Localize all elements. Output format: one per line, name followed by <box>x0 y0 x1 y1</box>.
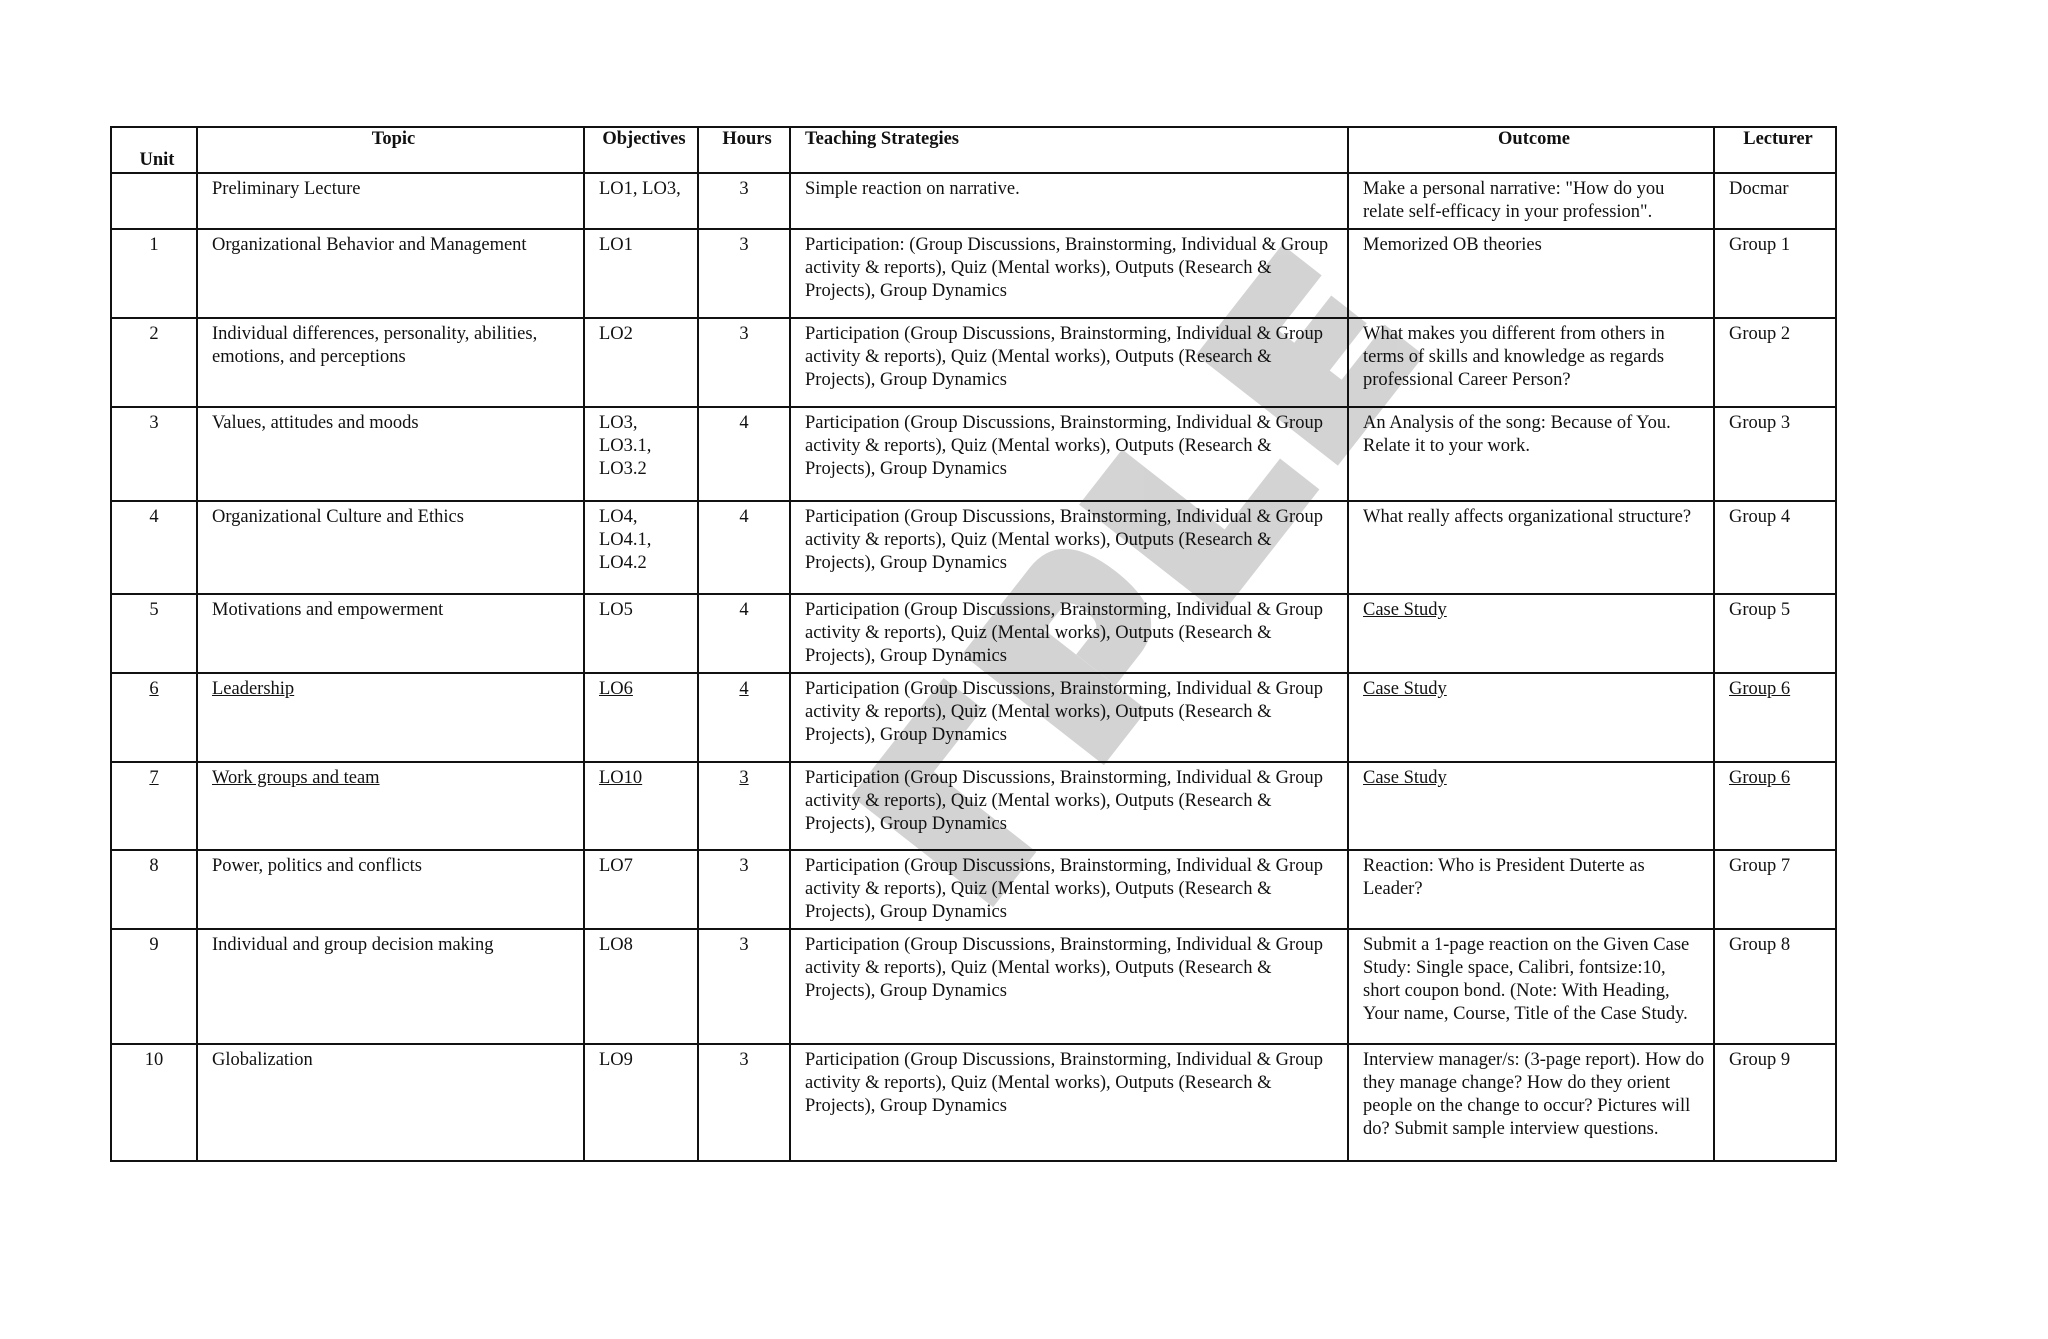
cell-objectives: LO5 <box>584 594 698 673</box>
cell-objectives: LO8 <box>584 929 698 1044</box>
cell-unit: 2 <box>111 318 197 407</box>
cell-objectives: LO1, LO3, <box>584 173 698 229</box>
cell-topic: Motivations and empowerment <box>197 594 584 673</box>
cell-hours: 3 <box>698 850 790 929</box>
header-teaching-strategies: Teaching Strategies <box>790 127 1348 173</box>
cell-lecturer: Group 6 <box>1714 673 1836 762</box>
syllabus-table <box>110 126 1837 1162</box>
cell-hours: 3 <box>698 1044 790 1161</box>
cell-unit: 7 <box>111 762 197 850</box>
cell-outcome: Submit a 1-page reaction on the Given Case Study: Single space, Calibri, fontsize:10, short coupon bond. (Note: With Heading, Your name, Course, Title of the Case Study. <box>1348 929 1714 1044</box>
table-row <box>111 850 1836 929</box>
cell-hours: 4 <box>698 673 790 762</box>
cell-lecturer: Docmar <box>1714 173 1836 229</box>
header-topic: Topic <box>197 127 584 173</box>
table-row <box>111 594 1836 673</box>
table-row <box>111 173 1836 229</box>
cell-lecturer: Group 5 <box>1714 594 1836 673</box>
cell-unit: 8 <box>111 850 197 929</box>
cell-unit: 5 <box>111 594 197 673</box>
cell-hours: 3 <box>698 173 790 229</box>
cell-outcome: What really affects organizational structure? <box>1348 501 1714 594</box>
cell-lecturer: Group 9 <box>1714 1044 1836 1161</box>
cell-hours: 3 <box>698 229 790 318</box>
cell-strategies: Participation (Group Discussions, Brainstorming, Individual & Group activity & reports), Quiz (Mental works), Outputs (Research & Projects), Group Dynamics <box>790 1044 1348 1161</box>
header-hours: Hours <box>698 127 790 173</box>
cell-hours: 4 <box>698 594 790 673</box>
cell-topic: Individual and group decision making <box>197 929 584 1044</box>
cell-outcome: What makes you different from others in terms of skills and knowledge as regards professional Career Person? <box>1348 318 1714 407</box>
cell-strategies: Participation (Group Discussions, Brainstorming, Individual & Group activity & reports), Quiz (Mental works), Outputs (Research & Projects), Group Dynamics <box>790 673 1348 762</box>
cell-topic: Leadership <box>197 673 584 762</box>
cell-topic: Organizational Behavior and Management <box>197 229 584 318</box>
cell-lecturer: Group 1 <box>1714 229 1836 318</box>
cell-strategies: Participation (Group Discussions, Brainstorming, Individual & Group activity & reports), Quiz (Mental works), Outputs (Research & Projects), Group Dynamics <box>790 929 1348 1044</box>
cell-hours: 3 <box>698 318 790 407</box>
cell-outcome: Make a personal narrative: "How do you relate self-efficacy in your profession". <box>1348 173 1714 229</box>
cell-objectives: LO2 <box>584 318 698 407</box>
cell-topic: Individual differences, personality, abilities, emotions, and perceptions <box>197 318 584 407</box>
table-row <box>111 762 1836 850</box>
cell-unit: 6 <box>111 673 197 762</box>
cell-unit: 10 <box>111 1044 197 1161</box>
cell-objectives: LO4, LO4.1, LO4.2 <box>584 501 698 594</box>
table-row <box>111 1044 1836 1161</box>
table-row <box>111 229 1836 318</box>
cell-strategies: Participation: (Group Discussions, Brainstorming, Individual & Group activity & reports), Quiz (Mental works), Outputs (Research & Projects), Group Dynamics <box>790 229 1348 318</box>
cell-unit: 4 <box>111 501 197 594</box>
cell-outcome: Memorized OB theories <box>1348 229 1714 318</box>
cell-outcome: Case Study <box>1348 673 1714 762</box>
cell-lecturer: Group 4 <box>1714 501 1836 594</box>
cell-strategies: Participation (Group Discussions, Brainstorming, Individual & Group activity & reports), Quiz (Mental works), Outputs (Research & Projects), Group Dynamics <box>790 407 1348 501</box>
cell-unit: 9 <box>111 929 197 1044</box>
table-row <box>111 407 1836 501</box>
header-outcome: Outcome <box>1348 127 1714 173</box>
cell-outcome: Interview manager/s: (3-page report). How do they manage change? How do they orient people on the change to occur? Pictures will do? Submit sample interview questions. <box>1348 1044 1714 1161</box>
cell-strategies: Simple reaction on narrative. <box>790 173 1348 229</box>
table-row <box>111 318 1836 407</box>
cell-hours: 3 <box>698 929 790 1044</box>
cell-topic: Power, politics and conflicts <box>197 850 584 929</box>
cell-unit <box>111 173 197 229</box>
cell-objectives: LO7 <box>584 850 698 929</box>
table-row <box>111 673 1836 762</box>
cell-lecturer: Group 7 <box>1714 850 1836 929</box>
cell-topic: Work groups and team <box>197 762 584 850</box>
cell-outcome: Case Study <box>1348 762 1714 850</box>
cell-topic: Preliminary Lecture <box>197 173 584 229</box>
header-row <box>111 127 1836 173</box>
cell-strategies: Participation (Group Discussions, Brainstorming, Individual & Group activity & reports), Quiz (Mental works), Outputs (Research & Projects), Group Dynamics <box>790 501 1348 594</box>
cell-strategies: Participation (Group Discussions, Brainstorming, Individual & Group activity & reports), Quiz (Mental works), Outputs (Research & Projects), Group Dynamics <box>790 850 1348 929</box>
cell-strategies: Participation (Group Discussions, Brainstorming, Individual & Group activity & reports), Quiz (Mental works), Outputs (Research & Projects), Group Dynamics <box>790 762 1348 850</box>
header-lecturer: Lecturer <box>1714 127 1836 173</box>
cell-objectives: LO6 <box>584 673 698 762</box>
table-row <box>111 501 1836 594</box>
header-unit: Unit <box>111 127 197 173</box>
cell-topic: Organizational Culture and Ethics <box>197 501 584 594</box>
cell-lecturer: Group 6 <box>1714 762 1836 850</box>
cell-strategies: Participation (Group Discussions, Brainstorming, Individual & Group activity & reports), Quiz (Mental works), Outputs (Research & Projects), Group Dynamics <box>790 594 1348 673</box>
cell-outcome: Reaction: Who is President Duterte as Leader? <box>1348 850 1714 929</box>
table-row <box>111 929 1836 1044</box>
cell-unit: 3 <box>111 407 197 501</box>
cell-strategies: Participation (Group Discussions, Brainstorming, Individual & Group activity & reports), Quiz (Mental works), Outputs (Research & Projects), Group Dynamics <box>790 318 1348 407</box>
cell-unit: 1 <box>111 229 197 318</box>
cell-outcome: An Analysis of the song: Because of You. Relate it to your work. <box>1348 407 1714 501</box>
cell-objectives: LO1 <box>584 229 698 318</box>
header-objectives: Objectives <box>584 127 698 173</box>
cell-hours: 4 <box>698 501 790 594</box>
cell-objectives: LO10 <box>584 762 698 850</box>
cell-lecturer: Group 2 <box>1714 318 1836 407</box>
cell-outcome: Case Study <box>1348 594 1714 673</box>
cell-hours: 3 <box>698 762 790 850</box>
cell-objectives: LO3, LO3.1, LO3.2 <box>584 407 698 501</box>
cell-hours: 4 <box>698 407 790 501</box>
cell-lecturer: Group 3 <box>1714 407 1836 501</box>
cell-topic: Values, attitudes and moods <box>197 407 584 501</box>
cell-objectives: LO9 <box>584 1044 698 1161</box>
cell-topic: Globalization <box>197 1044 584 1161</box>
cell-lecturer: Group 8 <box>1714 929 1836 1044</box>
